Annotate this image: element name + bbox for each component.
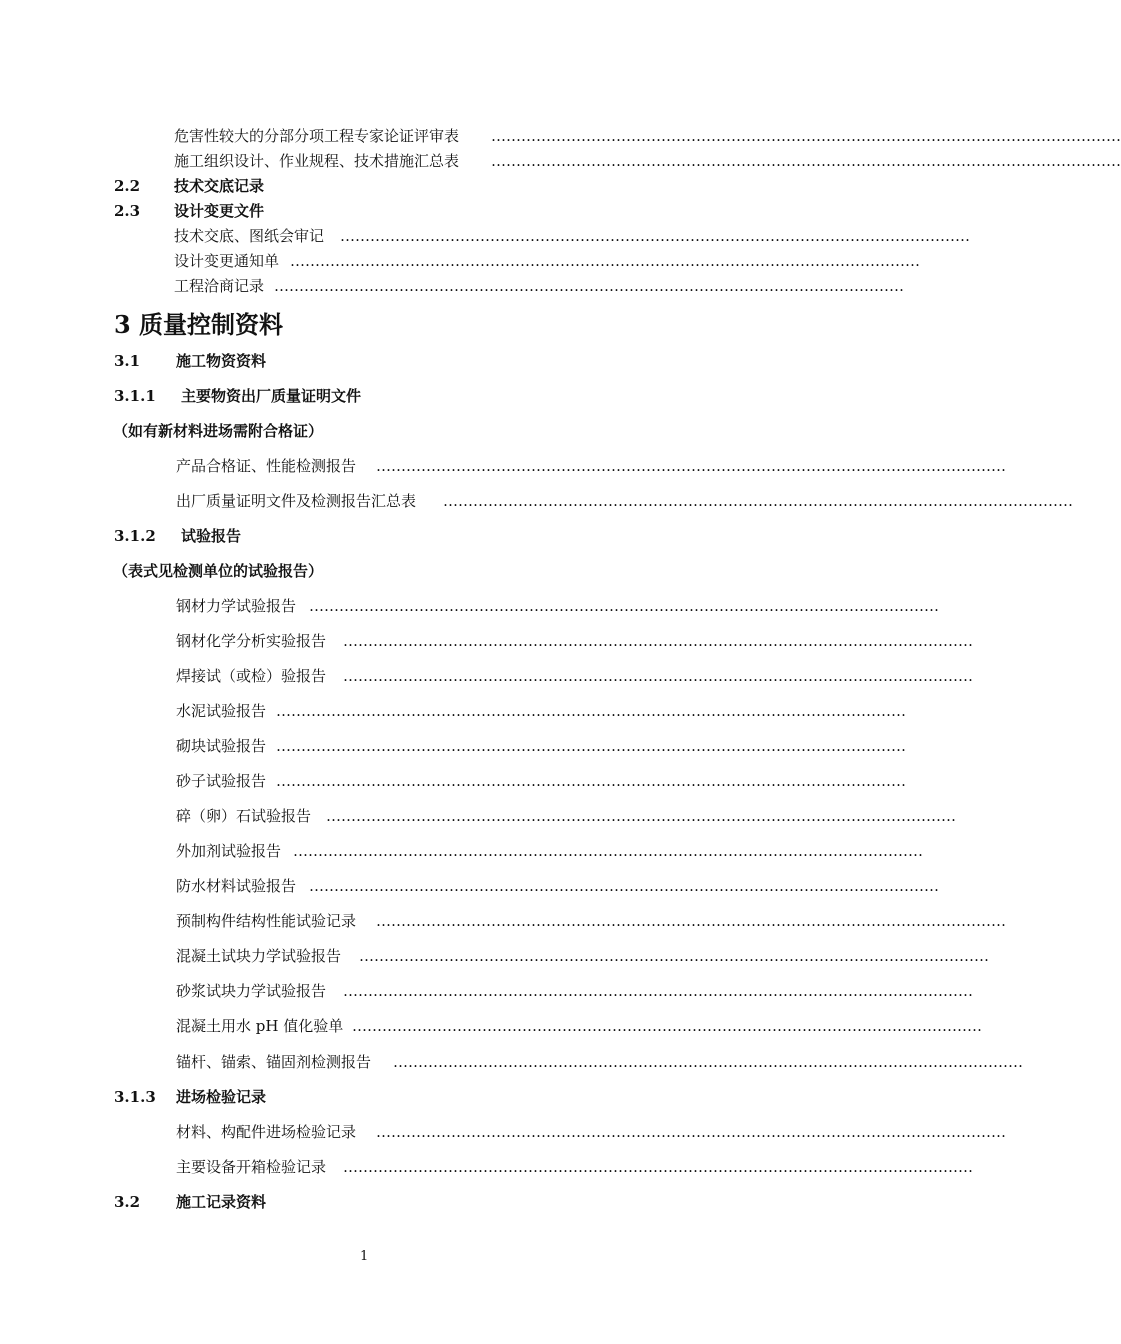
section-title: 主要物资出厂质量证明文件 xyxy=(181,387,362,405)
toc-leader: ……………………………………………………………………………………………………………… xyxy=(491,152,1121,170)
section-number: 3.1 xyxy=(114,352,141,370)
toc-entry: 焊接试（或检）验报告 xyxy=(176,667,327,685)
toc-leader: ……………………………………………………………………………………………………………… xyxy=(376,1123,1006,1141)
toc-leader: ……………………………………………………………………………………………………………… xyxy=(376,457,1006,475)
section-number: 2.2 xyxy=(114,177,141,195)
section-title: 施工物资资料 xyxy=(176,352,267,370)
toc-leader: ……………………………………………………………………………………………………………… xyxy=(376,912,1006,930)
section-number: 3.1.1 xyxy=(114,387,156,405)
toc-entry: 砌块试验报告 xyxy=(176,737,267,755)
toc-entry: 工程洽商记录 xyxy=(174,277,265,295)
section-number: 3.2 xyxy=(114,1193,141,1211)
toc-entry: 技术交底、图纸会审记 xyxy=(174,227,325,245)
chapter-heading: 3 质量控制资料 xyxy=(114,310,284,339)
toc-leader: ……………………………………………………………………………………………………………… xyxy=(276,702,906,720)
toc-entry: 防水材料试验报告 xyxy=(176,877,297,895)
section-number: 3.1.2 xyxy=(114,527,156,545)
toc-leader: ……………………………………………………………………………………………………………… xyxy=(276,772,906,790)
toc-entry: 设计变更通知单 xyxy=(174,252,280,270)
toc-leader: ……………………………………………………………………………………………………………… xyxy=(393,1053,1023,1071)
section-note: （如有新材料进场需附合格证） xyxy=(113,422,324,440)
toc-entry: 钢材力学试验报告 xyxy=(176,597,297,615)
toc-leader: ……………………………………………………………………………………………………………… xyxy=(326,807,956,825)
toc-entry: 水泥试验报告 xyxy=(176,702,267,720)
toc-leader: ……………………………………………………………………………………………………………… xyxy=(343,632,973,650)
page-number: 1 xyxy=(360,1249,369,1264)
toc-leader: ……………………………………………………………………………………………………………… xyxy=(309,597,939,615)
toc-entry: 混凝土用水 pH 值化验单 xyxy=(176,1017,344,1035)
toc-entry: 施工组织设计、作业规程、技术措施汇总表 xyxy=(174,152,460,170)
toc-entry: 主要设备开箱检验记录 xyxy=(176,1158,327,1176)
toc-entry: 砂浆试块力学试验报告 xyxy=(176,982,327,1000)
toc-entry: 材料、构配件进场检验记录 xyxy=(176,1123,357,1141)
toc-leader: ……………………………………………………………………………………………………………… xyxy=(343,667,973,685)
toc-leader: ……………………………………………………………………………………………………………… xyxy=(443,492,1073,510)
toc-leader: ……………………………………………………………………………………………………………… xyxy=(343,982,973,1000)
section-title: 试验报告 xyxy=(181,527,242,545)
section-note: （表式见检测单位的试验报告） xyxy=(113,562,324,580)
toc-leader: ……………………………………………………………………………………………………………… xyxy=(352,1017,982,1035)
toc-leader: ……………………………………………………………………………………………………………… xyxy=(274,277,904,295)
toc-entry: 碎（卵）石试验报告 xyxy=(176,807,312,825)
toc-leader: ……………………………………………………………………………………………………………… xyxy=(290,252,920,270)
section-number: 3.1.3 xyxy=(114,1088,156,1106)
toc-entry: 锚杆、锚索、锚固剂检测报告 xyxy=(176,1053,372,1071)
toc-leader: ……………………………………………………………………………………………………………… xyxy=(293,842,923,860)
section-title: 设计变更文件 xyxy=(174,202,265,220)
section-title: 进场检验记录 xyxy=(176,1088,267,1106)
toc-leader: ……………………………………………………………………………………………………………… xyxy=(340,227,970,245)
toc-entry: 外加剂试验报告 xyxy=(176,842,282,860)
toc-entry: 混凝土试块力学试验报告 xyxy=(176,947,342,965)
section-title: 技术交底记录 xyxy=(174,177,265,195)
toc-entry: 出厂质量证明文件及检测报告汇总表 xyxy=(176,492,417,510)
section-title: 施工记录资料 xyxy=(176,1193,267,1211)
toc-entry: 危害性较大的分部分项工程专家论证评审表 xyxy=(174,127,460,145)
toc-leader: ……………………………………………………………………………………………………………… xyxy=(276,737,906,755)
toc-entry: 产品合格证、性能检测报告 xyxy=(176,457,357,475)
toc-entry: 砂子试验报告 xyxy=(176,772,267,790)
toc-leader: ……………………………………………………………………………………………………………… xyxy=(309,877,939,895)
section-number: 2.3 xyxy=(114,202,141,220)
toc-leader: ……………………………………………………………………………………………………………… xyxy=(491,127,1121,145)
toc-leader: ……………………………………………………………………………………………………………… xyxy=(359,947,989,965)
toc-entry: 钢材化学分析实验报告 xyxy=(176,632,327,650)
toc-leader: ……………………………………………………………………………………………………………… xyxy=(343,1158,973,1176)
toc-entry: 预制构件结构性能试验记录 xyxy=(176,912,357,930)
